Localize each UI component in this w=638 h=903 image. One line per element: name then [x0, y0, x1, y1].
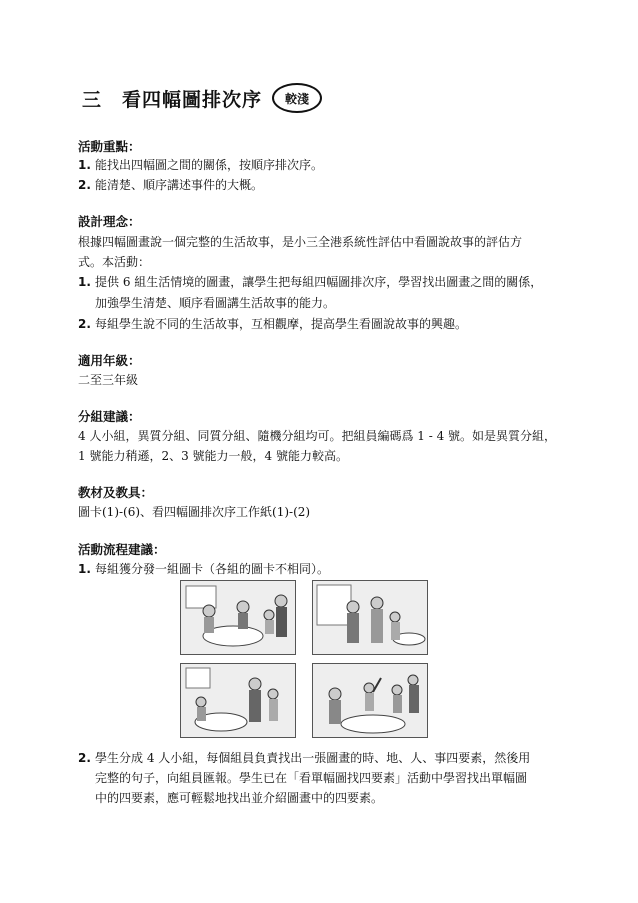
waving-children-illustration — [313, 664, 427, 737]
flow-step-2-cont-2: 中的四要素，應可輕鬆地找出並介紹圖畫中的四要素。 — [95, 791, 384, 805]
concept-heading: 設計理念： — [78, 214, 141, 229]
concept-line-1: 根據四幅圖畫說一個完整的生活故事，是小三全港系統性評估中看圖說故事的評估方 — [78, 235, 523, 249]
picture-card-1 — [180, 580, 296, 655]
materials-heading: 教材及教具： — [78, 485, 154, 500]
concept-item-1: 1. 提供 6 組生活情境的圖畫，讓學生把每組四幅圖排次序，學習找出圖畫之間的關係， — [78, 275, 543, 289]
focus-heading: 活動重點： — [78, 139, 141, 154]
grouping-line-2: 1 號能力稍遜，2、3 號能力一般，4 號能力較高。 — [78, 449, 348, 463]
page-title: 三 看四幅圖排次序 — [82, 88, 263, 111]
dining-scene-illustration — [181, 581, 295, 654]
difficulty-badge: 較淺 — [272, 83, 322, 113]
flow-step-2-cont-1: 完整的句子，向組員匯報。學生已在「看單幅圖找四要素」活動中學習找出單幅圖 — [95, 771, 528, 785]
flow-heading: 活動流程建議： — [78, 542, 166, 557]
family-table-illustration — [181, 664, 295, 737]
picture-card-4 — [312, 663, 428, 738]
flow-step-1: 1. 每組獲分發一組圖卡（各組的圖卡不相同）。 — [78, 562, 330, 576]
grouping-line-1: 4 人小組，異質分組、同質分組、隨機分組均可。把組員編碼爲 1 - 4 號。如是異質分組， — [78, 429, 557, 443]
concept-item-1-cont: 加強學生清楚、順序看圖講生活故事的能力。 — [95, 296, 336, 310]
concept-line-2: 式。本活動： — [78, 255, 151, 269]
title-row — [82, 84, 322, 112]
materials-text: 圖卡(1)-(6)、看四幅圖排次序工作紙(1)-(2) — [78, 505, 311, 519]
picture-card-2 — [312, 580, 428, 655]
grouping-heading: 分組建議： — [78, 409, 141, 424]
focus-item-2: 2. 能清楚、順序講述事件的大概。 — [78, 178, 264, 192]
flow-step-2: 2. 學生分成 4 人小組，每個組員負責找出一張圖畫的時、地、人、事四要素，然後用 — [78, 751, 531, 765]
grade-heading: 適用年級： — [78, 353, 141, 368]
concept-item-2: 2. 每組學生說不同的生活故事，互相觀摩，提高學生看圖說故事的興趣。 — [78, 317, 468, 331]
picture-card-3 — [180, 663, 296, 738]
focus-item-1: 1. 能找出四幅圖之間的關係，按順序排次序。 — [78, 158, 324, 172]
greeting-scene-illustration — [313, 581, 427, 654]
grade-text: 二至三年級 — [78, 373, 139, 387]
